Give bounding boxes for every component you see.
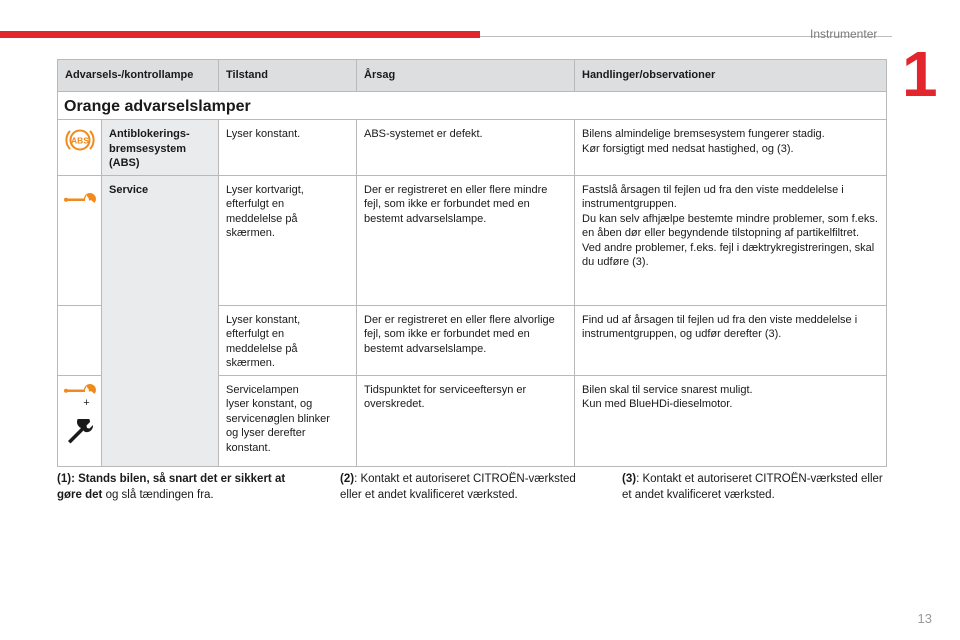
footnote-marker: (2) [340,473,355,485]
lamp-action: Bilen skal til service snarest muligt. Kun med BlueHDi-dieselmotor. [575,375,887,466]
column-header-cause: Årsag [357,60,575,92]
plus-sign: + [83,396,90,409]
abs-warning-icon [65,127,95,153]
footnote-text: : Kontakt et autoriseret CITROËN-værksted eller et andet kvalificeret værksted. [340,473,576,501]
footnote-2 [340,472,600,503]
lamp-state: Lyser kortvarigt, efterfulgt en meddelelse på skærmen. [219,175,357,305]
section-heading: Orange advarselslamper [58,92,887,120]
lamp-action: Fastslå årsagen til fejlen ud fra den viste meddelelse i instrumentgruppen. Du kan selv afhjælpe bestemte mindre problemer, som f.eks. en åben dør eller begyndende tilstopning af partikelfiltret. Ved andre problemer, f.eks. fejl i dæktrykregistreringen, skal du udføre (3). [575,175,887,305]
lamp-action: Find ud af årsagen til fejlen ud fra den viste meddelelse i instrumentgruppen, og udfør derefter (3). [575,305,887,375]
table-row [58,175,887,305]
lamp-cause: Der er registreret en eller flere alvorlige fejl, som ikke er forbundet med en bestemt advarselslampe. [357,305,575,375]
table-header-row [58,60,887,92]
footnote-1 [57,472,312,503]
icon-cell-empty [58,305,102,375]
lamp-cause: Der er registreret en eller flere mindre fejl, som ikke er forbundet med en bestemt advarselslampe. [357,175,575,305]
service-key-icon [65,419,95,445]
footnote-marker: (3) [622,473,637,485]
lamp-state: Lyser konstant. [219,120,357,176]
column-header-state: Tilstand [219,60,357,92]
section-title: Instrumenter [810,27,878,41]
column-header-actions: Handlinger/observationer [575,60,887,92]
footnote-bold-text: : Stands bilen, så snart det er sikkert at gøre det [57,473,286,501]
footnote-marker: (1) [57,473,72,485]
column-header-lamp: Advarsels-/kontrollampe [58,60,219,92]
footnote-3 [622,472,886,503]
icon-cell [58,120,102,176]
lamp-cause: Tidspunktet for serviceeftersyn er overskredet. [357,375,575,466]
service-wrench-icon [63,192,97,206]
header-accent-bar [0,31,480,38]
service-wrench-icon [63,383,97,397]
icon-cell [58,375,102,466]
lamp-cause: ABS-systemet er defekt. [357,120,575,176]
lamp-state: Lyser konstant, efterfulgt en meddelelse på skærmen. [219,305,357,375]
section-row [58,92,887,120]
warning-lamps-table [57,59,887,467]
lamp-name: Service [102,175,219,466]
lamp-action: Bilens almindelige bremsesystem fungerer stadig. Kør forsigtigt med nedsat hastighed, og (3). [575,120,887,176]
lamp-name: Antiblokerings- bremsesystem (ABS) [102,120,219,176]
footnote-text: : Kontakt et autoriseret CITROËN-værksted eller et andet kvalificeret værksted. [622,473,883,501]
svg-text:ABS: ABS [70,135,89,146]
table-row [58,120,887,176]
chapter-number: 1 [902,38,938,110]
page-number: 13 [917,611,932,626]
footnote-text: og slå tændingen fra. [102,488,214,501]
lamp-state: Servicelampen lyser konstant, og servicenøglen blinker og lyser derefter konstant. [219,375,357,466]
icon-cell [58,175,102,305]
